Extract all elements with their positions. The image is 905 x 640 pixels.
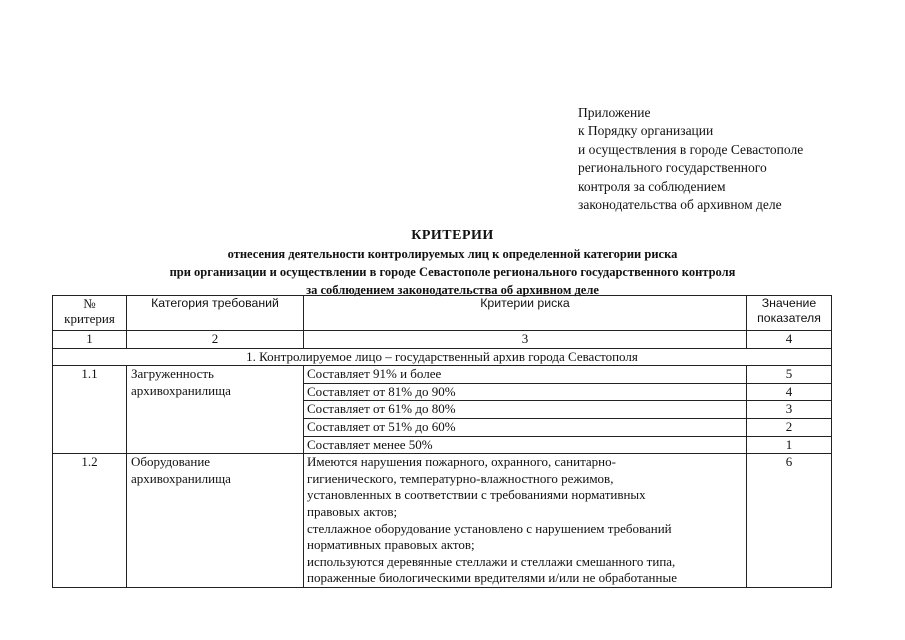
header-text: показателя xyxy=(757,311,821,325)
column-number-row xyxy=(53,331,832,349)
title-main: КРИТЕРИИ xyxy=(411,228,494,243)
criterion-number: 1.1 xyxy=(53,366,127,454)
appendix-line: регионального государственного xyxy=(578,160,767,176)
header-text: № xyxy=(83,296,96,311)
header-text: Значение xyxy=(761,296,817,310)
criterion-line: гигиенического, температурно-влажностного режимов, xyxy=(307,470,614,486)
criterion-text: Составляет от 81% до 90% xyxy=(304,383,747,401)
criterion-line: Имеются нарушения пожарного, охранного, санитарно- xyxy=(307,454,616,470)
section-row xyxy=(53,348,832,366)
criterion-category: Оборудование архивохранилища xyxy=(127,454,304,588)
header-category: Категория требований xyxy=(127,296,304,331)
criterion-text-block xyxy=(304,454,747,588)
appendix-line: контроля за соблюдением xyxy=(578,178,726,194)
header-value xyxy=(747,296,832,331)
column-number: 3 xyxy=(304,331,747,349)
column-number: 1 xyxy=(53,331,127,349)
criterion-line: стеллажное оборудование установлено с нарушением требований xyxy=(307,520,672,536)
header-criteria: Критерии риска xyxy=(304,296,747,331)
appendix-line: к Порядку организации xyxy=(578,123,714,139)
criterion-line: правовых актов; xyxy=(307,503,398,519)
criterion-text: Составляет от 61% до 80% xyxy=(304,401,747,419)
title-line: при организации и осуществлении в городе Севастополе регионального государственного контроля xyxy=(169,265,736,279)
header-text: критерия xyxy=(64,311,115,326)
criterion-text: Составляет 91% и более xyxy=(304,366,747,384)
criterion-text: Составляет от 51% до 60% xyxy=(304,418,747,436)
criterion-number: 1.2 xyxy=(53,454,127,588)
criterion-line: установленных в соответствии с требованиями нормативных xyxy=(307,487,646,503)
appendix-line: законодательства об архивном деле xyxy=(578,197,782,213)
criterion-value: 5 xyxy=(747,366,832,384)
title-line: за соблюдением законодательства об архивном деле xyxy=(306,283,599,297)
criterion-value: 2 xyxy=(747,418,832,436)
table-row xyxy=(53,454,832,588)
criterion-line: нормативных правовых актов; xyxy=(307,537,475,553)
criterion-value: 6 xyxy=(747,454,832,588)
criterion-value: 4 xyxy=(747,383,832,401)
table-row xyxy=(53,366,832,384)
header-criterion-number xyxy=(53,296,127,331)
criteria-table xyxy=(52,295,832,588)
criterion-line: пораженные биологическими вредителями и/или не обработанные xyxy=(307,570,677,586)
document-title xyxy=(0,227,905,299)
criterion-value: 3 xyxy=(747,401,832,419)
title-line: отнесения деятельности контролируемых лиц к определенной категории риска xyxy=(227,247,678,261)
appendix-header xyxy=(578,104,803,214)
column-number: 4 xyxy=(747,331,832,349)
criterion-value: 1 xyxy=(747,436,832,454)
section-title: 1. Контролируемое лицо – государственный архив города Севастополя xyxy=(53,348,832,366)
criterion-line: используются деревянные стеллажи и стеллажи смешанного типа, xyxy=(307,553,676,569)
table-header-row xyxy=(53,296,832,331)
column-number: 2 xyxy=(127,331,304,349)
criterion-category: Загруженность архивохранилища xyxy=(127,366,304,454)
appendix-line: Приложение xyxy=(578,105,651,120)
appendix-line: и осуществления в городе Севастополе xyxy=(578,141,804,157)
criterion-text: Составляет менее 50% xyxy=(304,436,747,454)
